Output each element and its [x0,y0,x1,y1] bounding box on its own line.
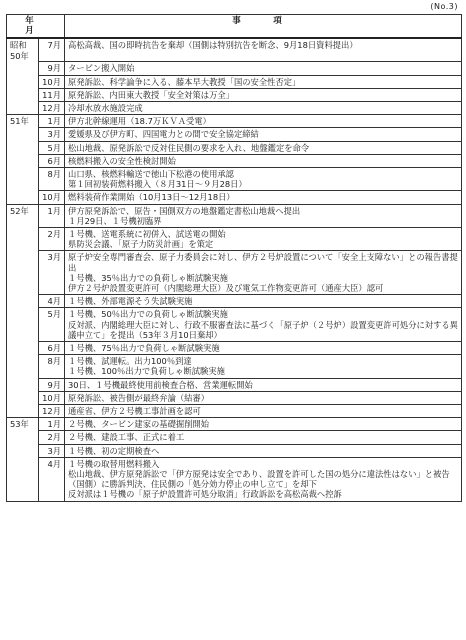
row-month: 1月 [39,115,65,128]
row-month: 10月 [39,75,65,88]
row-event: １号機、試運転。出力100％到達 １号機、100％出力で負荷しゃ断試験実施 [65,355,462,378]
table-row [7,62,462,75]
row-month: 1月 [39,418,65,431]
row-month: 12月 [39,405,65,418]
row-month: 6月 [39,154,65,167]
table-row [7,295,462,308]
table-row [7,308,462,342]
row-year: 昭和 50年 [7,38,39,61]
row-month: 2月 [39,227,65,250]
row-month: 10月 [39,391,65,404]
table-row [7,115,462,128]
page-number: (No.3) [430,2,458,11]
row-year [7,101,39,114]
row-year: 53年 [7,418,39,431]
row-month: 5月 [39,141,65,154]
row-year [7,128,39,141]
row-month: 3月 [39,128,65,141]
row-event: １号機、送電系統に初併入、試送電の開始 県防災会議、「原子力防災計画」を策定 [65,227,462,250]
table-row [7,191,462,204]
row-year [7,308,39,342]
row-event: 原子炉安全専門審査会、原子力委員会に対し、伊方２号炉設置について「安全上支障ない」との報告書提出 １号機、35％出力での負荷しゃ断試験実施 伊方２号炉設置変更許可（内閣総理大臣）及び電気工作物変更許可（通産大臣）認可 [65,251,462,295]
row-year [7,391,39,404]
row-year [7,378,39,391]
row-event: 通産省、伊方２号機工事計画を認可 [65,405,462,418]
row-month: 7月 [39,38,65,61]
row-event: １号機、75％出力で負荷しゃ断試験実施 [65,341,462,354]
row-event: 冷却水放水施設完成 [65,101,462,114]
row-event: 高松高裁、国の即時抗告を棄却（国側は特別抗告を断念、9月18日資料提出） [65,38,462,61]
row-event: ２号機、タービン建家の基礎掘削開始 [65,418,462,431]
row-year [7,251,39,295]
row-year [7,191,39,204]
row-year [7,431,39,444]
row-year [7,88,39,101]
row-event: 燃料装荷作業開始（10月13日〜12月18日） [65,191,462,204]
row-month: 8月 [39,355,65,378]
header-event: 事 項 [65,15,462,39]
row-year [7,405,39,418]
table-row [7,444,462,457]
row-year [7,167,39,190]
row-month: 3月 [39,251,65,295]
table-row [7,75,462,88]
row-event: 原発訴訟、科学論争に入る、藤本早大教授「国の安全性否定」 [65,75,462,88]
table-row [7,251,462,295]
row-year [7,355,39,378]
header-year-month: 年 月 [7,15,65,39]
row-year [7,444,39,457]
row-year [7,141,39,154]
row-event: １号機の取替用燃料搬入 松山地裁、伊方原発訴訟で「伊方原発は安全であり、設置を許可した国の処分に違法性はない」と被告（国側）に勝訴判決、住民側の「処分効力停止の申し立て」を却下 反対派は１号機の「原子炉設置許可処分取消」行政訴訟を高松高裁へ控訴 [65,457,462,501]
table-row [7,38,462,61]
row-month: 6月 [39,341,65,354]
row-month: 9月 [39,62,65,75]
table-row [7,391,462,404]
table-row [7,418,462,431]
row-event: １号機、50％出力での負荷しゃ断試験実施 反対派、内閣総理大臣に対し、行政不服審査法に基づく「原子炉（２号炉）設置変更許可処分に対する異議申立て」を提出（53年３月10日棄却） [65,308,462,342]
row-year [7,295,39,308]
row-year [7,227,39,250]
chronology-rows [7,38,462,501]
row-year [7,62,39,75]
row-year [7,154,39,167]
row-event: 伊方北幹線運用（18.7万ＫＶＡ受電） [65,115,462,128]
row-event: ２号機、建設工事、正式に着工 [65,431,462,444]
row-year [7,457,39,501]
row-event: 愛媛県及び伊方町、四国電力との間で安全協定締結 [65,128,462,141]
table-row [7,154,462,167]
row-event: １号機、初の定期検査へ [65,444,462,457]
row-event: タービン搬入開始 [65,62,462,75]
table-row [7,457,462,501]
table-row [7,355,462,378]
row-year: 51年 [7,115,39,128]
table-row [7,341,462,354]
table-row [7,88,462,101]
row-event: １号機、外部電源そう失試験実施 [65,295,462,308]
table-row [7,167,462,190]
row-month: 4月 [39,295,65,308]
row-month: 1月 [39,204,65,227]
table-row [7,204,462,227]
row-month: 8月 [39,167,65,190]
row-event: 原発訴訟、内田東大教授「安全対策は万全」 [65,88,462,101]
row-month: 12月 [39,101,65,114]
table-row [7,378,462,391]
chronology-table [6,14,462,502]
row-month: 10月 [39,191,65,204]
table-row [7,128,462,141]
row-event: 30日、１号機最終使用前検査合格、営業運転開始 [65,378,462,391]
row-event: 核燃料搬入の安全性検討開始 [65,154,462,167]
row-month: 11月 [39,88,65,101]
row-month: 3月 [39,444,65,457]
row-month: 2月 [39,431,65,444]
table-row [7,101,462,114]
table-row [7,405,462,418]
row-month: 4月 [39,457,65,501]
row-month: 5月 [39,308,65,342]
row-event: 原発訴訟、被告側が最終弁論（結審） [65,391,462,404]
table-row [7,141,462,154]
row-event: 山口県、核燃料輸送で徳山下松港の使用承認 第１回初装荷燃料搬入（８月31日〜９月28日） [65,167,462,190]
table-row [7,227,462,250]
row-event: 伊方原発訴訟で、原告・国側双方の地盤鑑定書松山地裁へ提出 １月29日、１号機初臨界 [65,204,462,227]
row-year [7,341,39,354]
table-header-row [7,15,462,39]
row-year: 52年 [7,204,39,227]
row-year [7,75,39,88]
table-row [7,431,462,444]
row-event: 松山地裁、原発訴訟で反対住民側の要求を入れ、地盤鑑定を命令 [65,141,462,154]
row-month: 9月 [39,378,65,391]
